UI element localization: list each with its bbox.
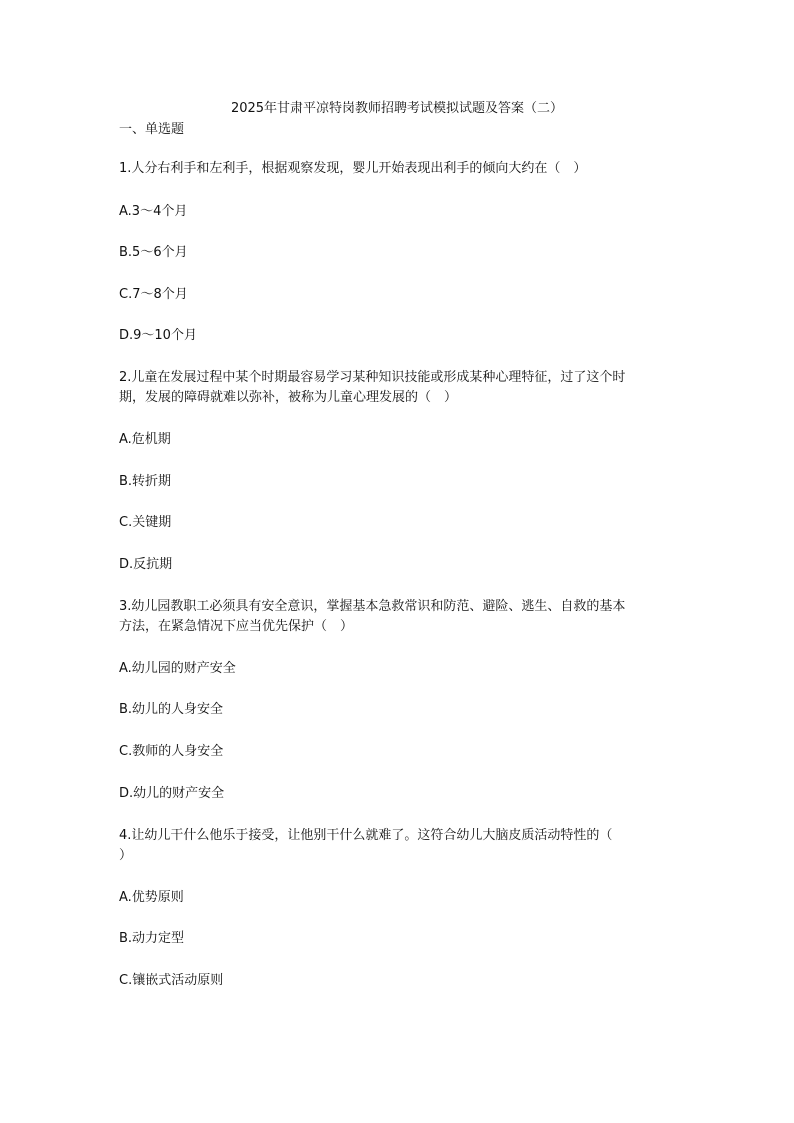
question-4-option-b: B.动力定型 <box>119 931 185 946</box>
section-heading: 一、单选题 <box>119 122 185 137</box>
question-4-option-c: C.镶嵌式活动原则 <box>119 973 224 988</box>
question-4-option-a: A.优势原则 <box>119 890 184 905</box>
question-2-stem-line1: 2.儿童在发展过程中某个时期最容易学习某种知识技能或形成某种心理特征，过了这个时 <box>119 370 626 385</box>
question-4-stem-line1: 4.让幼儿干什么他乐于接受，让他别干什么就难了。这符合幼儿大脑皮质活动特性的（ <box>119 828 613 843</box>
question-1-option-b: B.5～6个月 <box>119 245 188 260</box>
question-4-stem-line2: ） <box>119 848 133 863</box>
question-3-option-d: D.幼儿的财产安全 <box>119 786 225 801</box>
question-3-option-b: B.幼儿的人身安全 <box>119 702 224 717</box>
question-2-option-c: C.关键期 <box>119 515 172 530</box>
question-3-option-a: A.幼儿园的财产安全 <box>119 661 236 676</box>
question-3-option-c: C.教师的人身安全 <box>119 744 224 759</box>
document-title: 2025年甘肃平凉特岗教师招聘考试模拟试题及答案（二） <box>230 101 564 116</box>
question-2-option-b: B.转折期 <box>119 474 172 489</box>
question-1-option-d: D.9～10个月 <box>119 328 197 343</box>
question-1-stem: 1.人分右利手和左利手，根据观察发现，婴儿开始表现出利手的倾向大约在（ ） <box>119 161 587 176</box>
question-1-option-c: C.7～8个月 <box>119 287 188 302</box>
question-3-stem-line2: 方法，在紧急情况下应当优先保护（ ） <box>119 619 354 634</box>
question-2-option-d: D.反抗期 <box>119 557 173 572</box>
question-2-stem-line2: 期，发展的障碍就难以弥补，被称为儿童心理发展的（ ） <box>119 390 458 405</box>
question-3-stem-line1: 3.幼儿园教职工必须具有安全意识，掌握基本急救常识和防范、避险、逃生、自救的基本 <box>119 599 626 614</box>
question-2-option-a: A.危机期 <box>119 432 171 447</box>
question-1-option-a: A.3～4个月 <box>119 204 188 219</box>
